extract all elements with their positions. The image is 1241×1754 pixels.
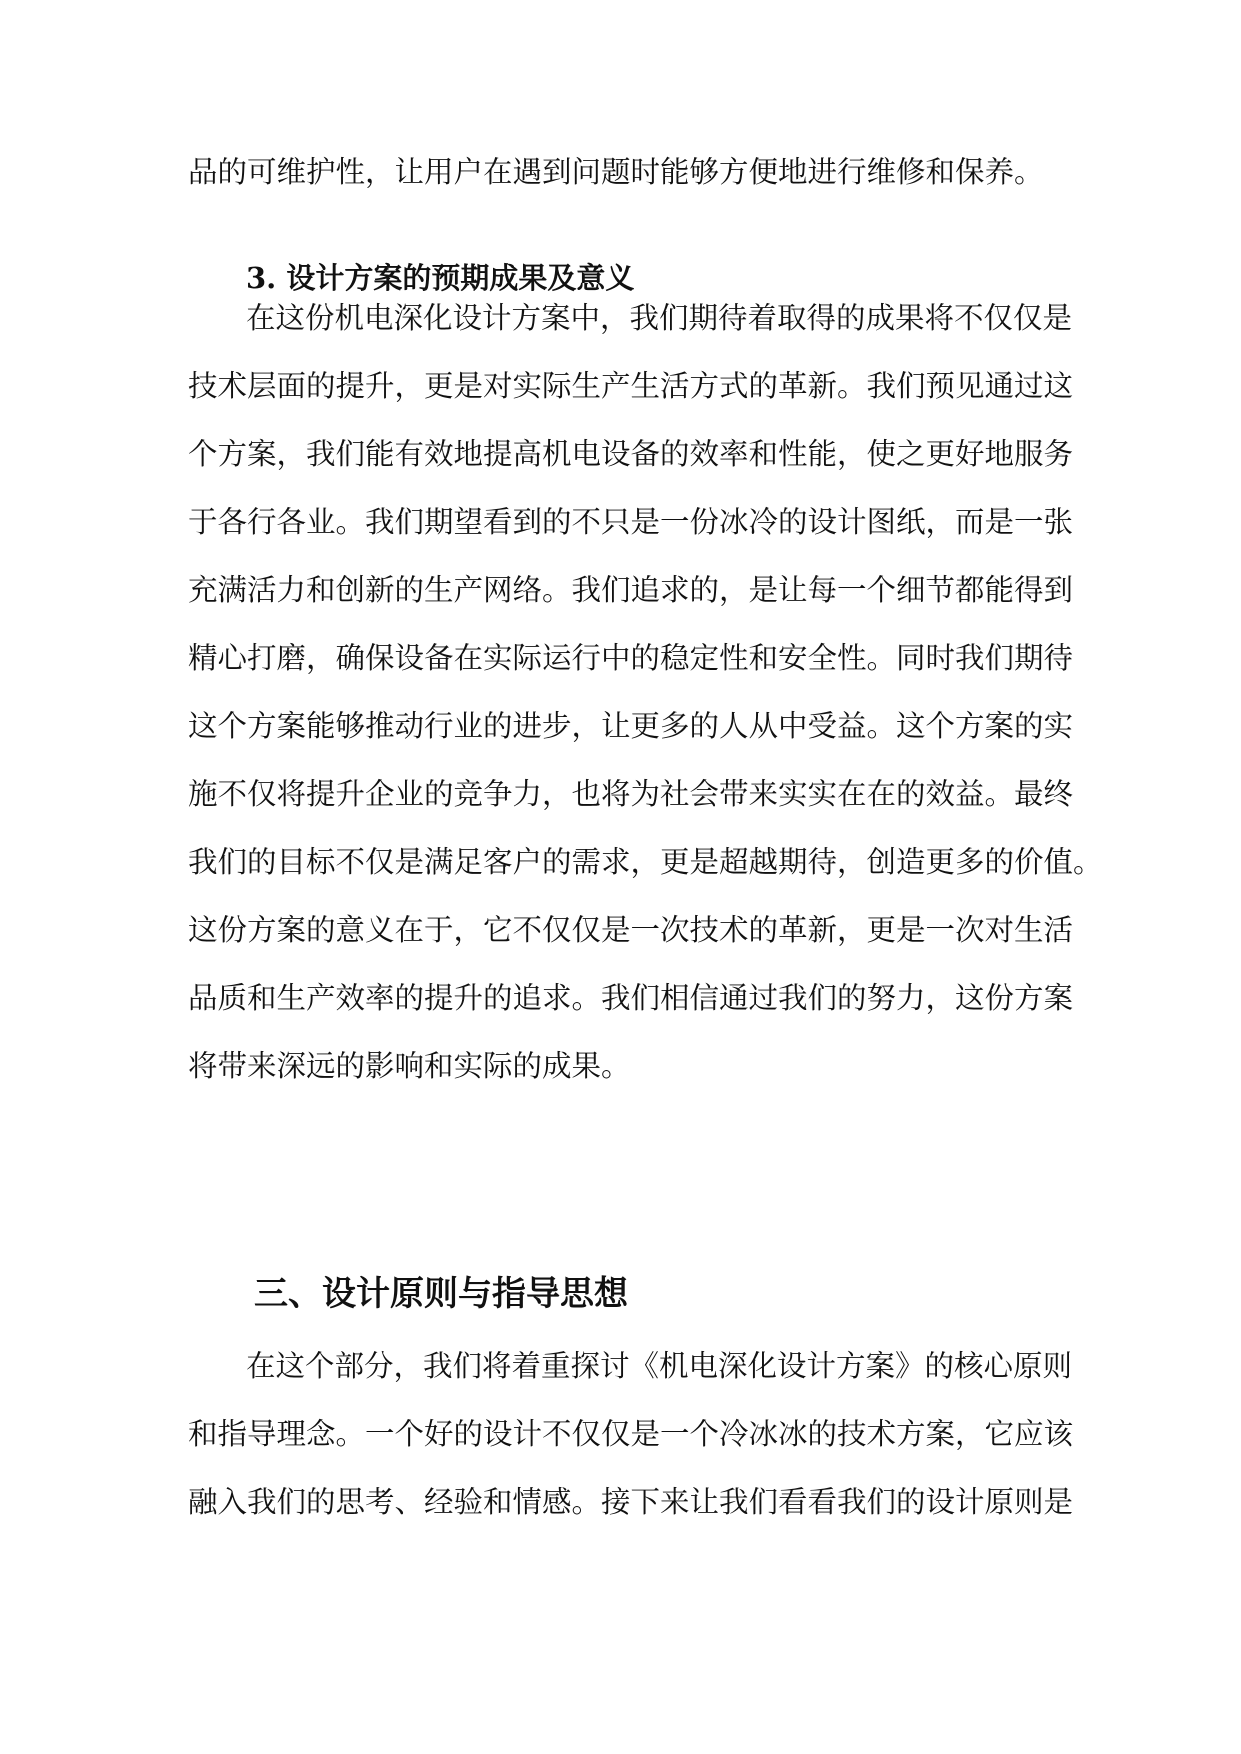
- paragraph-line: 技术层面的提升，更是对实际生产生活方式的革新。我们预见通过这: [188, 369, 1074, 403]
- paragraph-line: 这份方案的意义在于，它不仅仅是一次技术的革新，更是一次对生活: [188, 913, 1074, 947]
- paragraph-line: 在这份机电深化设计方案中，我们期待着取得的成果将不仅仅是: [246, 301, 1073, 335]
- paragraph-line: 品的可维护性，让用户在遇到问题时能够方便地进行维修和保养。: [188, 155, 1044, 189]
- chapter-heading: 三、设计原则与指导思想: [254, 1274, 628, 1314]
- paragraph-line: 在这个部分，我们将着重探讨《机电深化设计方案》的核心原则: [246, 1349, 1073, 1383]
- paragraph-line: 这个方案能够推动行业的进步，让更多的人从中受益。这个方案的实: [188, 709, 1074, 743]
- paragraph-line: 充满活力和创新的生产网络。我们追求的，是让每一个细节都能得到: [188, 573, 1074, 607]
- section-heading: 3. 设计方案的预期成果及意义: [246, 261, 635, 295]
- paragraph-line: 个方案，我们能有效地提高机电设备的效率和性能，使之更好地服务: [188, 437, 1074, 471]
- paragraph-line: 融入我们的思考、经验和情感。接下来让我们看看我们的设计原则是: [188, 1485, 1074, 1519]
- paragraph-line: 将带来深远的影响和实际的成果。: [188, 1049, 631, 1083]
- paragraph-line: 于各行各业。我们期望看到的不只是一份冰冷的设计图纸，而是一张: [188, 505, 1074, 539]
- paragraph-line: 我们的目标不仅是满足客户的需求，更是超越期待，创造更多的价值。: [188, 845, 1103, 879]
- paragraph-line: 和指导理念。一个好的设计不仅仅是一个冷冰冰的技术方案，它应该: [188, 1417, 1074, 1451]
- paragraph-line: 品质和生产效率的提升的追求。我们相信通过我们的努力，这份方案: [188, 981, 1074, 1015]
- paragraph-line: 精心打磨，确保设备在实际运行中的稳定性和安全性。同时我们期待: [188, 641, 1074, 675]
- paragraph-line: 施不仅将提升企业的竞争力，也将为社会带来实实在在的效益。最终: [188, 777, 1074, 811]
